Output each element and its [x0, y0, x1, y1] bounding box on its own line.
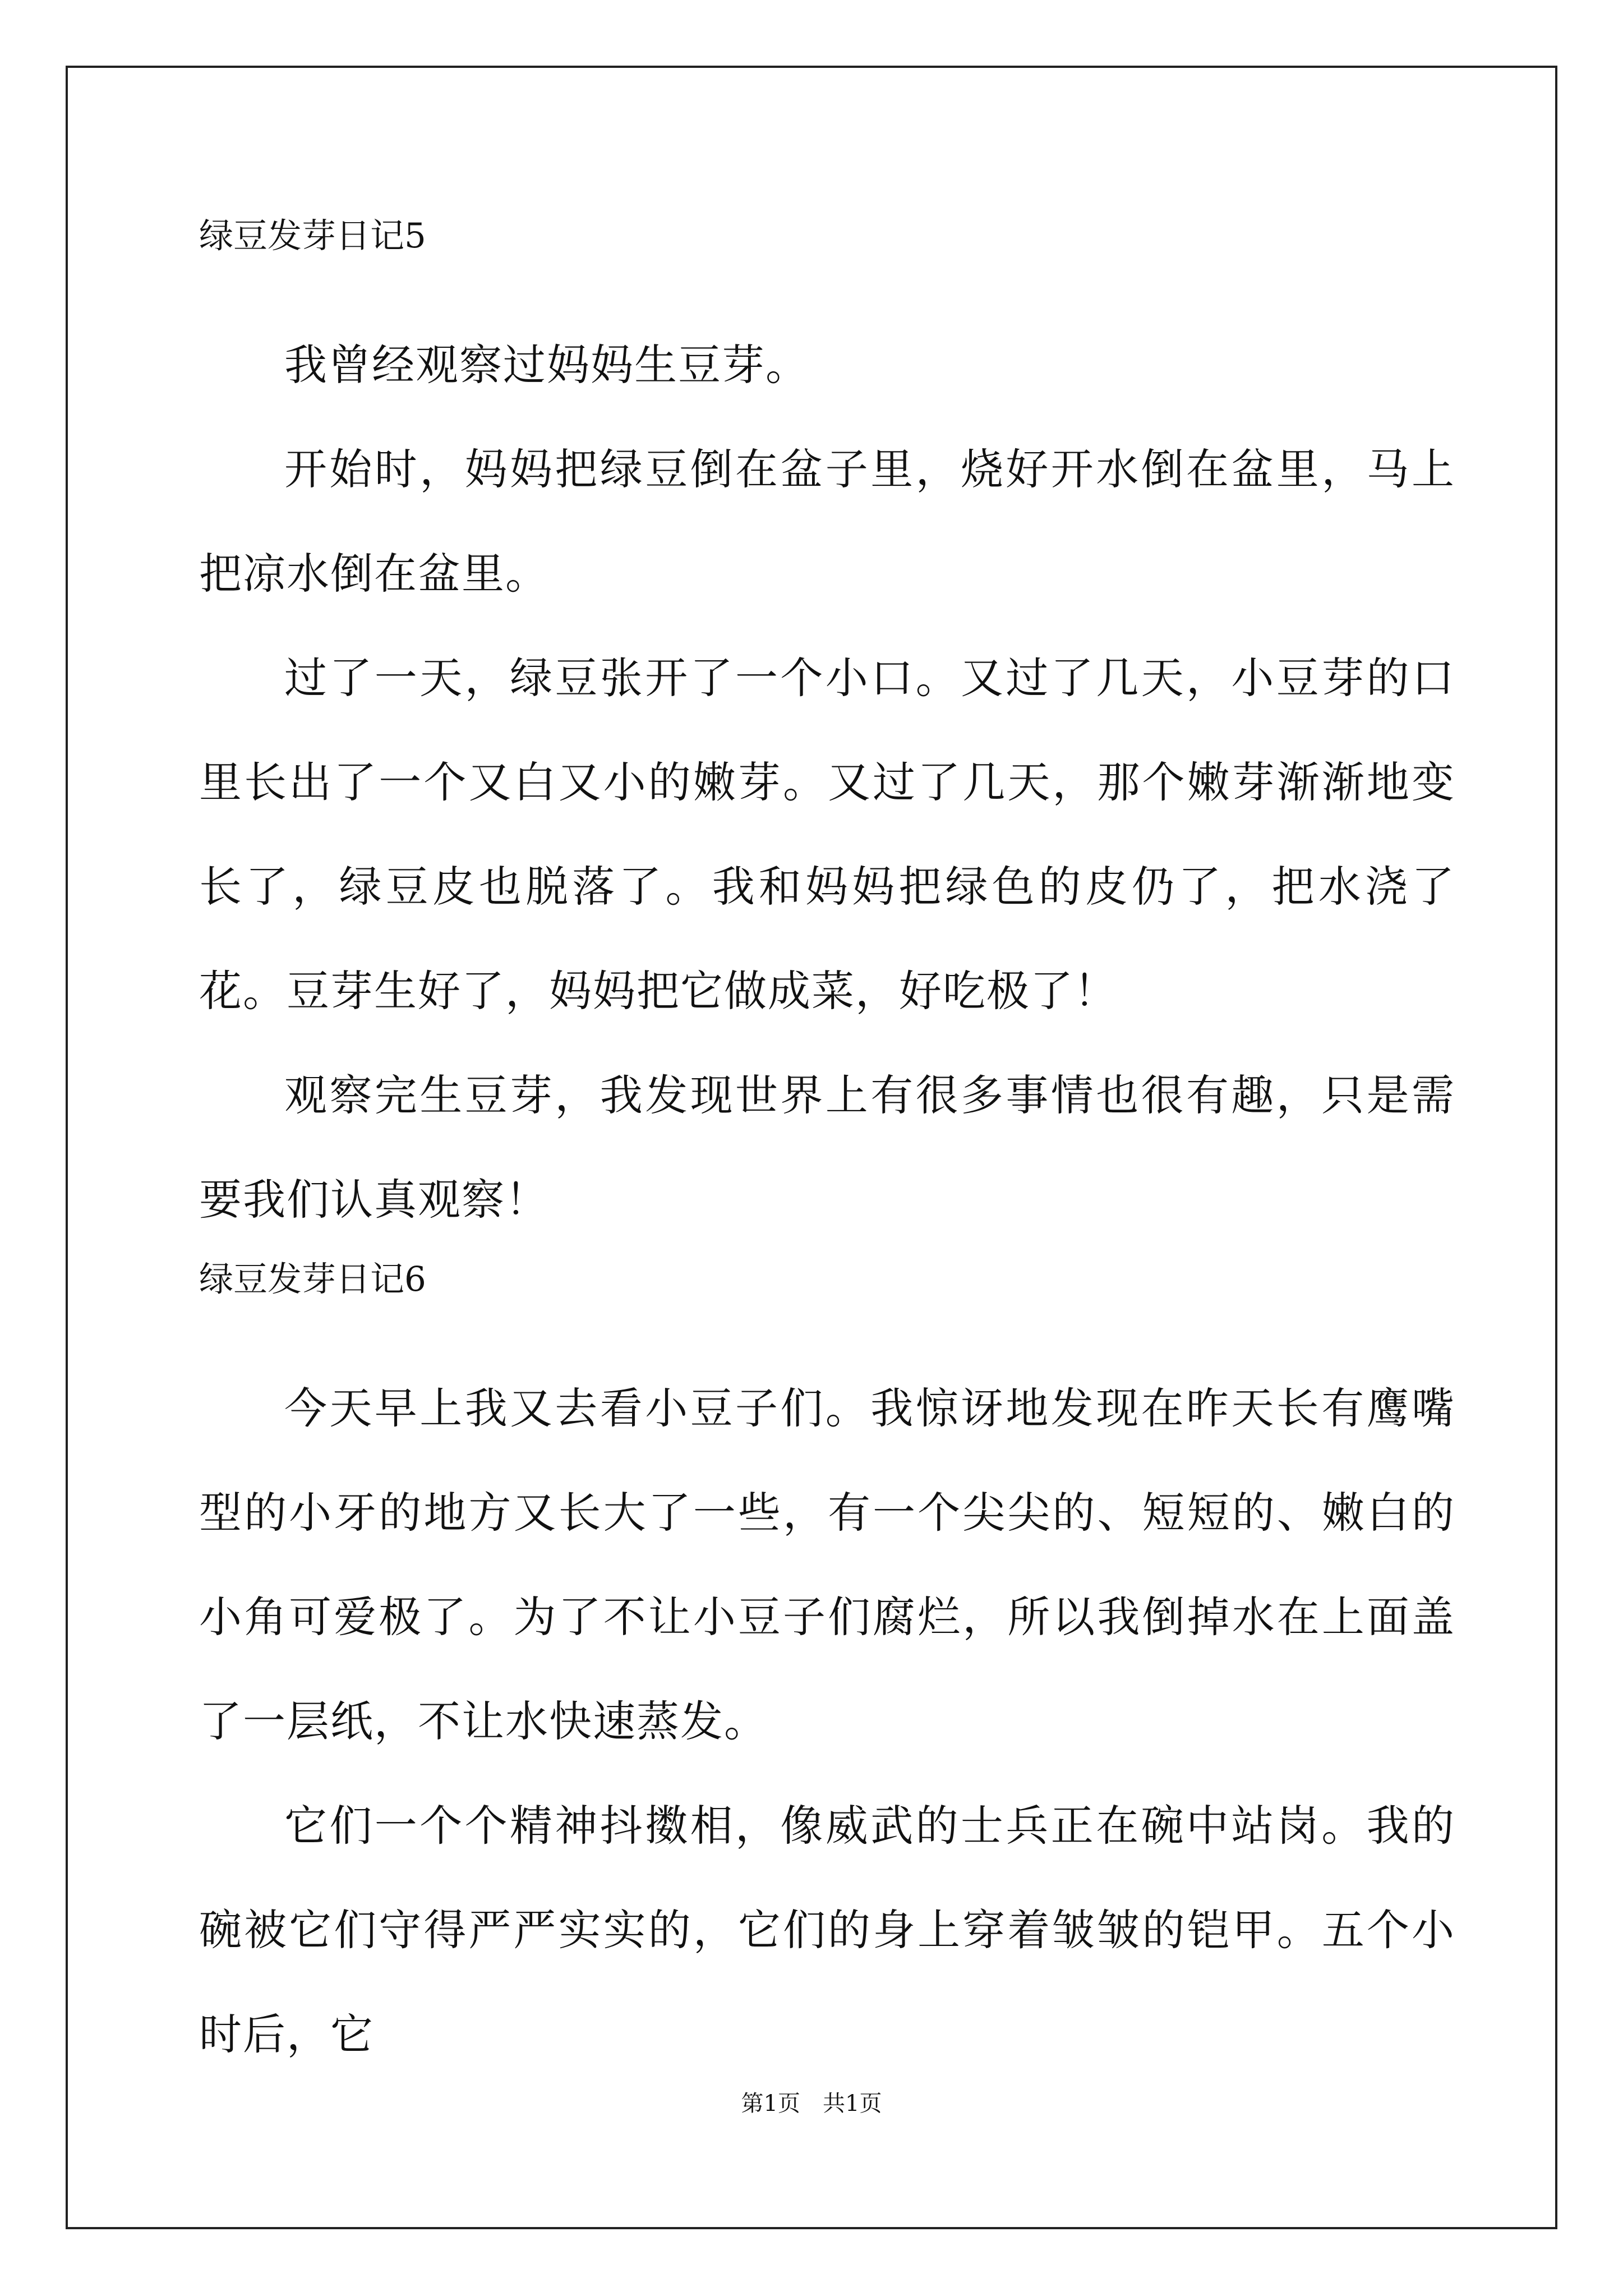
- paragraph: 过了一天，绿豆张开了一个小口。又过了几天，小豆芽的口里长出了一个又白又小的嫩芽。又过了几天，那个嫩芽渐渐地变长了，绿豆皮也脱落了。我和妈妈把绿色的皮仍了，把水浇了花。豆芽生好了，妈妈把它做成菜，好吃极了！: [199, 653, 1455, 1016]
- section-title: 绿豆发芽日记6: [199, 1259, 426, 1299]
- paragraph: 开始时，妈妈把绿豆倒在盆子里，烧好开水倒在盆里，马上把凉水倒在盆里。: [199, 444, 1455, 599]
- paragraph: 观察完生豆芽，我发现世界上有很多事情也很有趣，只是需要我们认真观察！: [199, 1070, 1455, 1225]
- section-title: 绿豆发芽日记5: [199, 216, 426, 256]
- page-footer: 第1页 共1页: [741, 2091, 882, 2116]
- diary-section-6: [199, 1252, 1455, 2087]
- paragraph: 我曾经观察过妈妈生豆芽。: [284, 340, 809, 390]
- document-body: [199, 209, 1455, 2087]
- diary-section-5: [199, 209, 1455, 1252]
- paragraph: 它们一个个精神抖擞相，像威武的士兵正在碗中站岗。我的碗被它们守得严严实实的，它们的身上穿着皱皱的铠甲。五个小时后，它: [199, 1801, 1455, 2059]
- paragraph: 今天早上我又去看小豆子们。我惊讶地发现在昨天长有鹰嘴型的小牙的地方又长大了一些，有一个尖尖的、短短的、嫩白的小角可爱极了。为了不让小豆子们腐烂，所以我倒掉水在上面盖了一层纸，不让水快速蒸发。: [199, 1383, 1455, 1746]
